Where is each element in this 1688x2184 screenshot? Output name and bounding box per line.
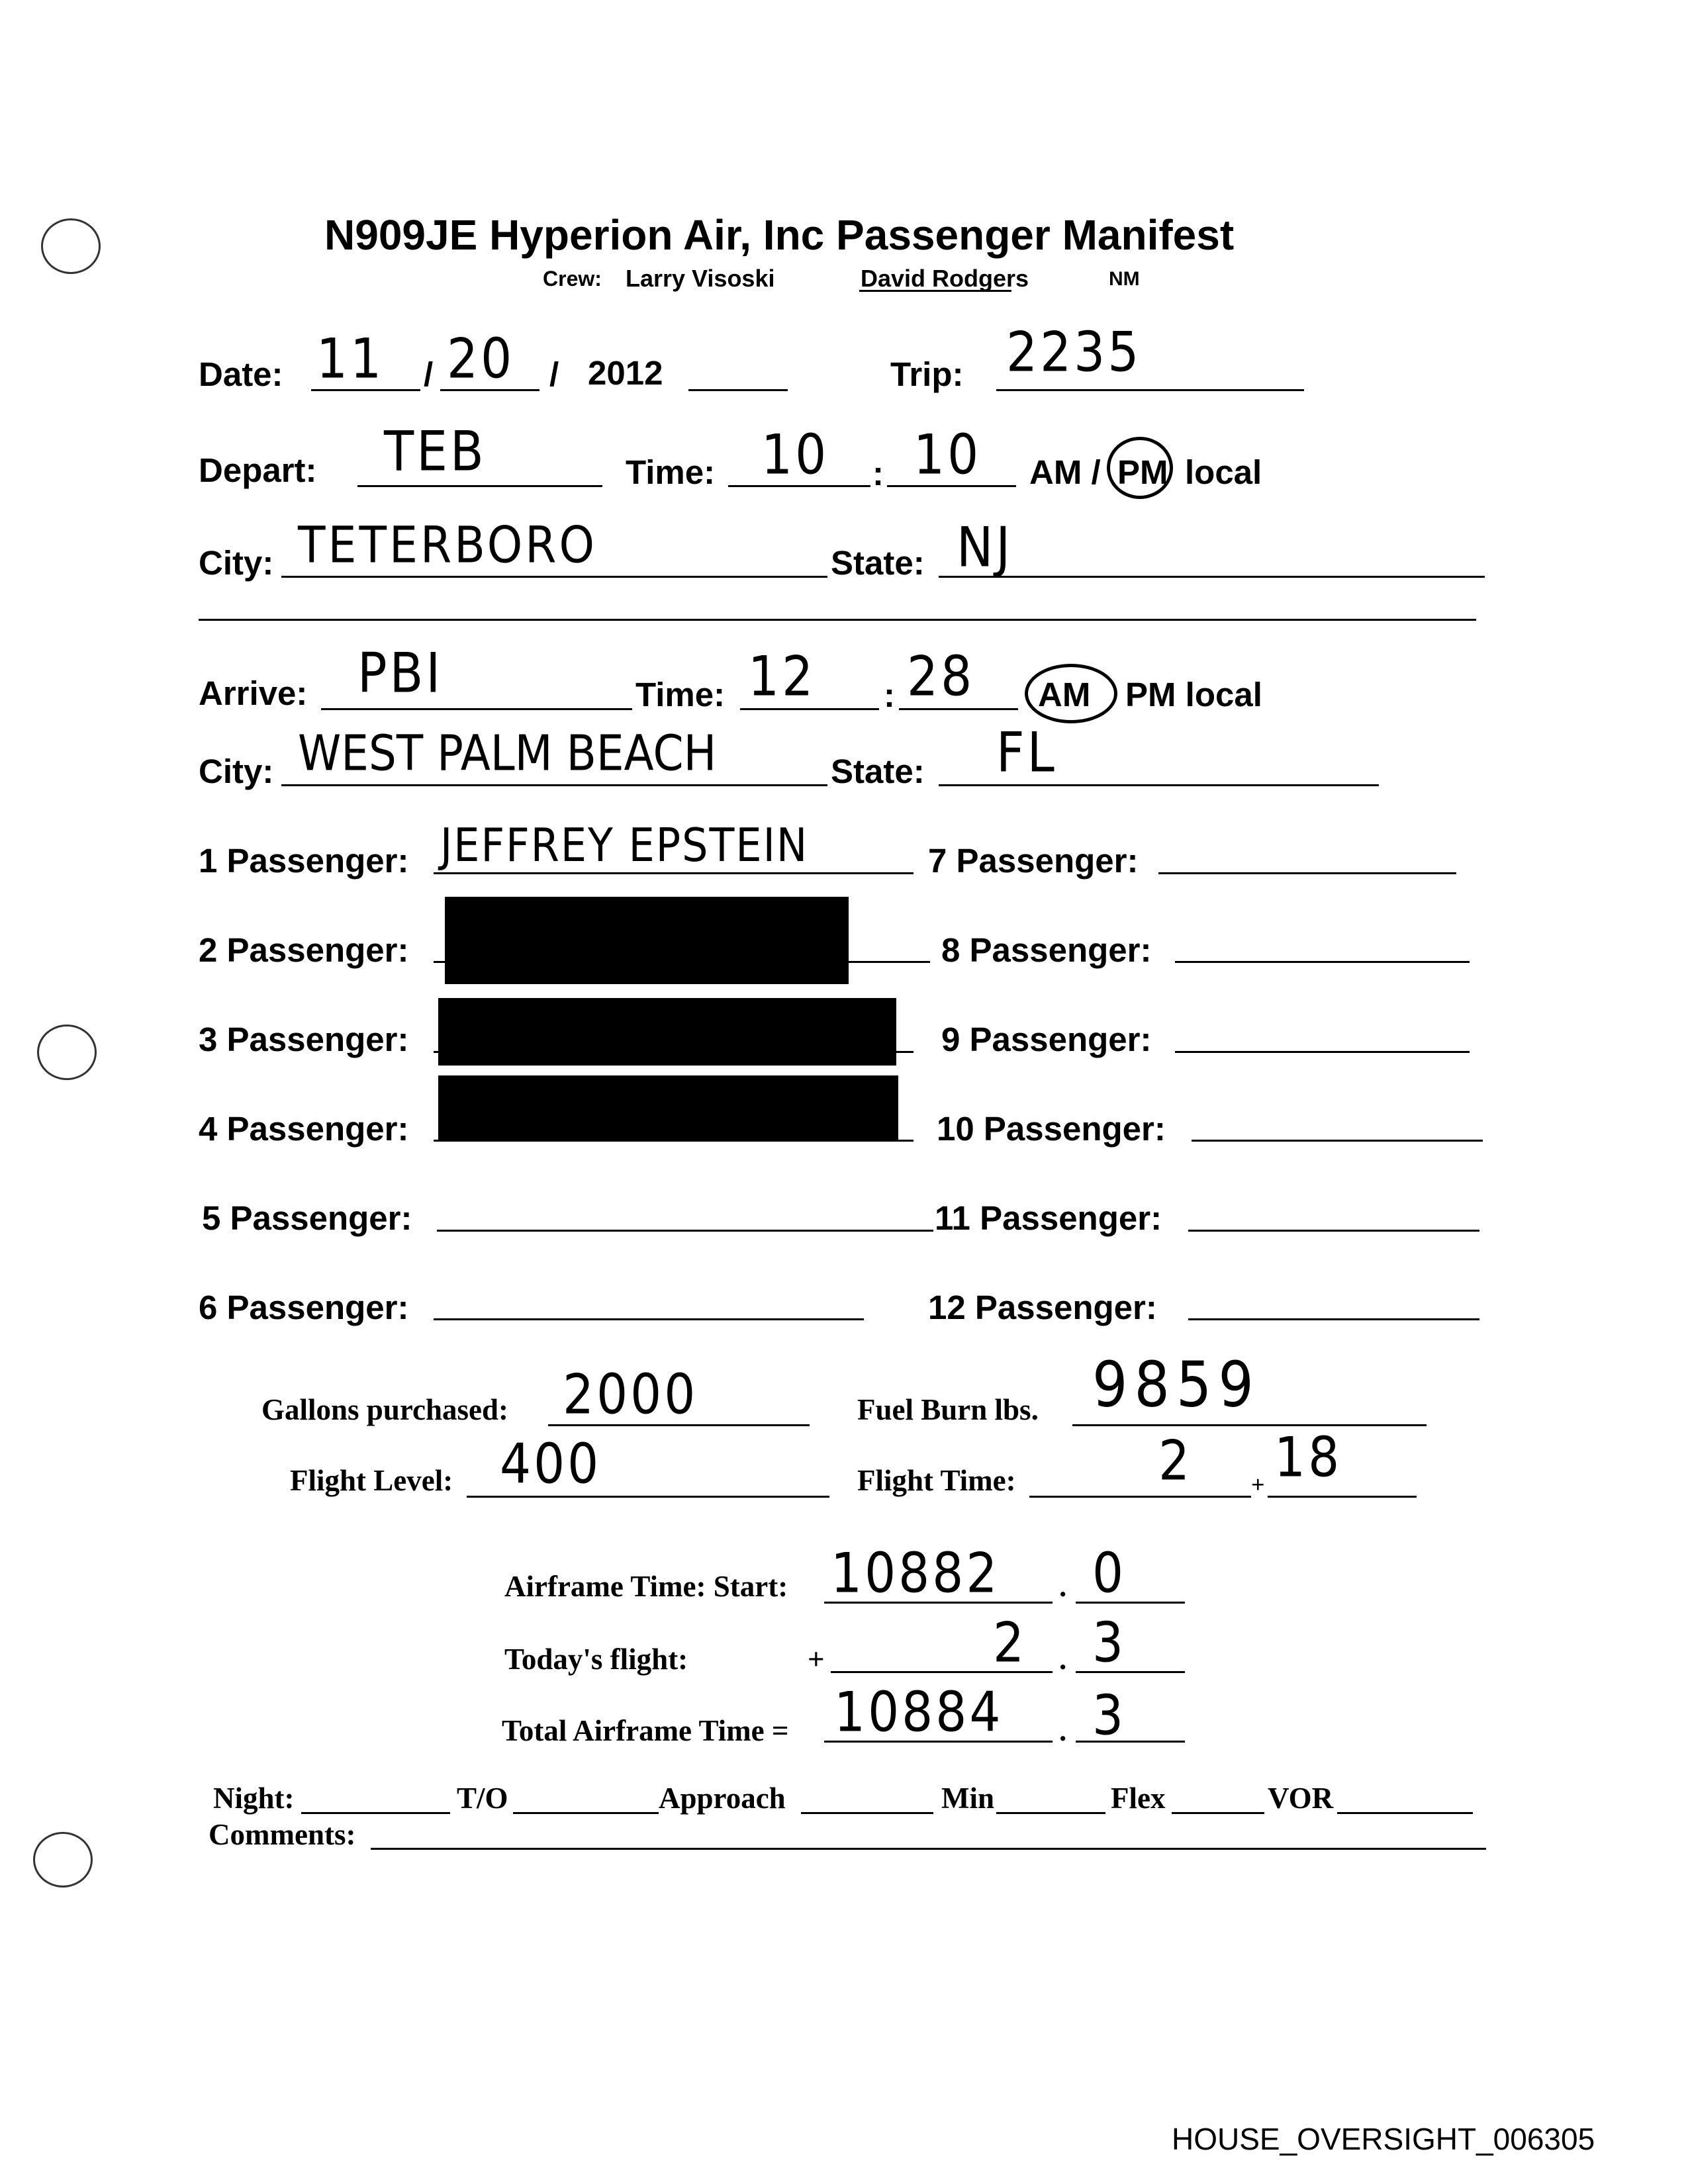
vor-label: VOR	[1268, 1782, 1334, 1815]
crew-member-2: David Rodgers	[861, 265, 1029, 292]
page-title: N909JE Hyperion Air, Inc Passenger Manifest	[324, 211, 1235, 259]
passenger-3-line	[434, 1051, 914, 1053]
todays-flight-whole-line	[831, 1671, 1053, 1673]
crew-label: Crew:	[543, 267, 602, 291]
passenger-6-label: 6 Passenger:	[199, 1289, 409, 1326]
passenger-9-line	[1175, 1051, 1470, 1053]
night-label: Night:	[213, 1782, 295, 1815]
arrive-minute-line	[899, 708, 1018, 710]
todays-flight-decimal: 3	[1092, 1611, 1127, 1675]
passenger-4-line	[434, 1140, 914, 1142]
depart-city-line	[281, 576, 827, 578]
airframe-start-decimal-line	[1076, 1602, 1185, 1604]
todays-flight-decimal-line	[1076, 1671, 1185, 1673]
arrive-minute: 28	[907, 645, 975, 709]
depart-colon: :	[872, 455, 884, 492]
flight-time-plus: +	[1251, 1471, 1265, 1498]
date-month-line	[311, 389, 420, 391]
punch-hole-top	[41, 218, 101, 274]
total-airframe-whole: 10884	[834, 1680, 1004, 1745]
min-label: Min	[941, 1782, 995, 1815]
passenger-5-line	[437, 1230, 933, 1232]
arrive-am-label: AM	[1038, 676, 1091, 713]
airframe-start-dot: .	[1059, 1570, 1067, 1603]
min-line	[996, 1812, 1105, 1814]
passenger-4-label: 4 Passenger:	[199, 1110, 409, 1148]
gallons-value: 2000	[563, 1363, 698, 1427]
arrive-state: FL	[996, 721, 1057, 785]
punch-hole-middle	[37, 1024, 97, 1080]
passenger-8-line	[1175, 961, 1470, 963]
depart-hour: 10	[761, 423, 829, 487]
total-airframe-decimal: 3	[1092, 1684, 1127, 1748]
passenger-12-label: 12 Passenger:	[928, 1289, 1157, 1326]
punch-hole-bottom	[33, 1832, 93, 1888]
depart-airport-line	[357, 485, 602, 487]
todays-flight-plus: +	[808, 1643, 825, 1676]
arrive-state-label: State:	[831, 752, 925, 790]
todays-flight-dot: .	[1059, 1643, 1067, 1676]
airframe-start-decimal: 0	[1092, 1541, 1127, 1606]
comments-line	[371, 1848, 1486, 1850]
gallons-line	[548, 1424, 810, 1426]
takeoff-line	[513, 1812, 659, 1814]
airframe-start-label: Airframe Time: Start:	[504, 1570, 788, 1603]
passenger-3-label: 3 Passenger:	[199, 1021, 409, 1058]
flight-time-hours: 2	[1158, 1429, 1193, 1493]
depart-minute-line	[887, 485, 1016, 487]
flex-line	[1172, 1812, 1264, 1814]
depart-state-line	[939, 576, 1485, 578]
flight-time-hours-line	[1029, 1496, 1251, 1498]
depart-city: TETERBORO	[298, 516, 598, 575]
depart-minute: 10	[914, 423, 982, 487]
total-airframe-decimal-line	[1076, 1741, 1185, 1743]
trip-number: 2235	[1006, 320, 1142, 385]
depart-hour-line	[728, 485, 870, 487]
flight-time-label: Flight Time:	[857, 1464, 1016, 1497]
crew-member-3: NM	[1109, 268, 1140, 290]
takeoff-label: T/O	[457, 1782, 508, 1815]
passenger-10-label: 10 Passenger:	[937, 1110, 1166, 1148]
passenger-7-label: 7 Passenger:	[928, 842, 1139, 880]
arrive-airport: PBI	[357, 641, 444, 705]
flight-level-label: Flight Level:	[290, 1464, 453, 1497]
passenger-11-label: 11 Passenger:	[935, 1199, 1162, 1237]
depart-airport: TEB	[384, 420, 487, 484]
flight-level-value: 400	[500, 1432, 602, 1496]
arrive-colon: :	[884, 676, 895, 714]
date-day-line	[440, 389, 539, 391]
depart-state-label: State:	[831, 544, 925, 582]
arrive-pm-local-label: PM local	[1125, 676, 1262, 713]
arrive-hour: 12	[748, 645, 816, 709]
vor-line	[1337, 1812, 1473, 1814]
fuel-burn-label: Fuel Burn lbs.	[857, 1393, 1039, 1426]
passenger-1-name: JEFFREY EPSTEIN	[440, 817, 809, 872]
passenger-1-line	[434, 872, 914, 874]
fuel-burn-value: 9859	[1092, 1348, 1260, 1421]
arrive-city-label: City:	[199, 752, 274, 790]
passenger-5-label: 5 Passenger:	[202, 1199, 412, 1237]
arrive-hour-line	[740, 708, 879, 710]
passenger-11-line	[1188, 1230, 1479, 1232]
passenger-4-redaction	[438, 1075, 898, 1142]
date-sep-1: /	[424, 355, 434, 393]
date-month: 11	[316, 327, 385, 391]
passenger-9-label: 9 Passenger:	[941, 1021, 1152, 1058]
arrive-city-line	[281, 784, 827, 786]
bates-number: HOUSE_OVERSIGHT_006305	[1172, 2122, 1595, 2156]
trip-label: Trip:	[890, 355, 964, 393]
passenger-12-line	[1188, 1318, 1479, 1320]
passenger-2-label: 2 Passenger:	[199, 931, 409, 969]
fuel-burn-line	[1072, 1424, 1427, 1426]
arrive-label: Arrive:	[199, 674, 308, 712]
todays-flight-label: Today's flight:	[504, 1643, 688, 1676]
trip-line	[996, 389, 1304, 391]
todays-flight-whole: 2	[993, 1611, 1027, 1675]
gallons-label: Gallons purchased:	[261, 1393, 509, 1426]
flex-label: Flex	[1111, 1782, 1166, 1815]
approach-line	[801, 1812, 933, 1814]
passenger-2-redaction	[445, 897, 849, 984]
passenger-8-label: 8 Passenger:	[941, 931, 1152, 969]
passenger-2-line	[434, 961, 930, 963]
crew-underline	[859, 290, 1011, 292]
depart-local-label: local	[1185, 453, 1262, 491]
depart-pm-label: PM	[1117, 453, 1168, 491]
depart-state: NJ	[957, 516, 1013, 580]
depart-time-label: Time:	[626, 453, 716, 491]
arrive-state-line	[939, 784, 1379, 786]
passenger-3-redaction	[438, 998, 896, 1066]
date-day: 20	[447, 327, 515, 391]
date-year: 2012	[588, 354, 663, 392]
passenger-1-label: 1 Passenger:	[199, 842, 409, 880]
depart-label: Depart:	[199, 451, 317, 489]
passenger-7-line	[1158, 872, 1456, 874]
airframe-start-whole: 10882	[831, 1541, 1000, 1606]
comments-label: Comments:	[209, 1818, 356, 1851]
depart-am-label: AM /	[1029, 453, 1101, 491]
arrive-city: WEST PALM BEACH	[298, 725, 717, 782]
night-line	[301, 1812, 450, 1814]
depart-city-label: City:	[199, 544, 274, 582]
passenger-10-line	[1192, 1140, 1483, 1142]
total-airframe-label: Total Airframe Time =	[502, 1714, 789, 1747]
approach-label: Approach	[659, 1782, 786, 1815]
flight-time-minutes: 18	[1274, 1426, 1342, 1490]
arrive-airport-line	[321, 708, 632, 710]
airframe-start-whole-line	[824, 1602, 1053, 1604]
flight-level-line	[467, 1496, 829, 1498]
flight-time-minutes-line	[1268, 1496, 1417, 1498]
passenger-6-line	[434, 1318, 864, 1320]
total-airframe-dot: .	[1059, 1714, 1067, 1747]
date-sep-2: /	[549, 355, 559, 393]
total-airframe-whole-line	[824, 1741, 1053, 1743]
crew-member-1: Larry Visoski	[626, 265, 775, 292]
arrive-time-label: Time:	[635, 676, 726, 713]
section-divider	[199, 619, 1476, 621]
date-year-line	[688, 389, 788, 391]
date-label: Date:	[199, 355, 283, 393]
